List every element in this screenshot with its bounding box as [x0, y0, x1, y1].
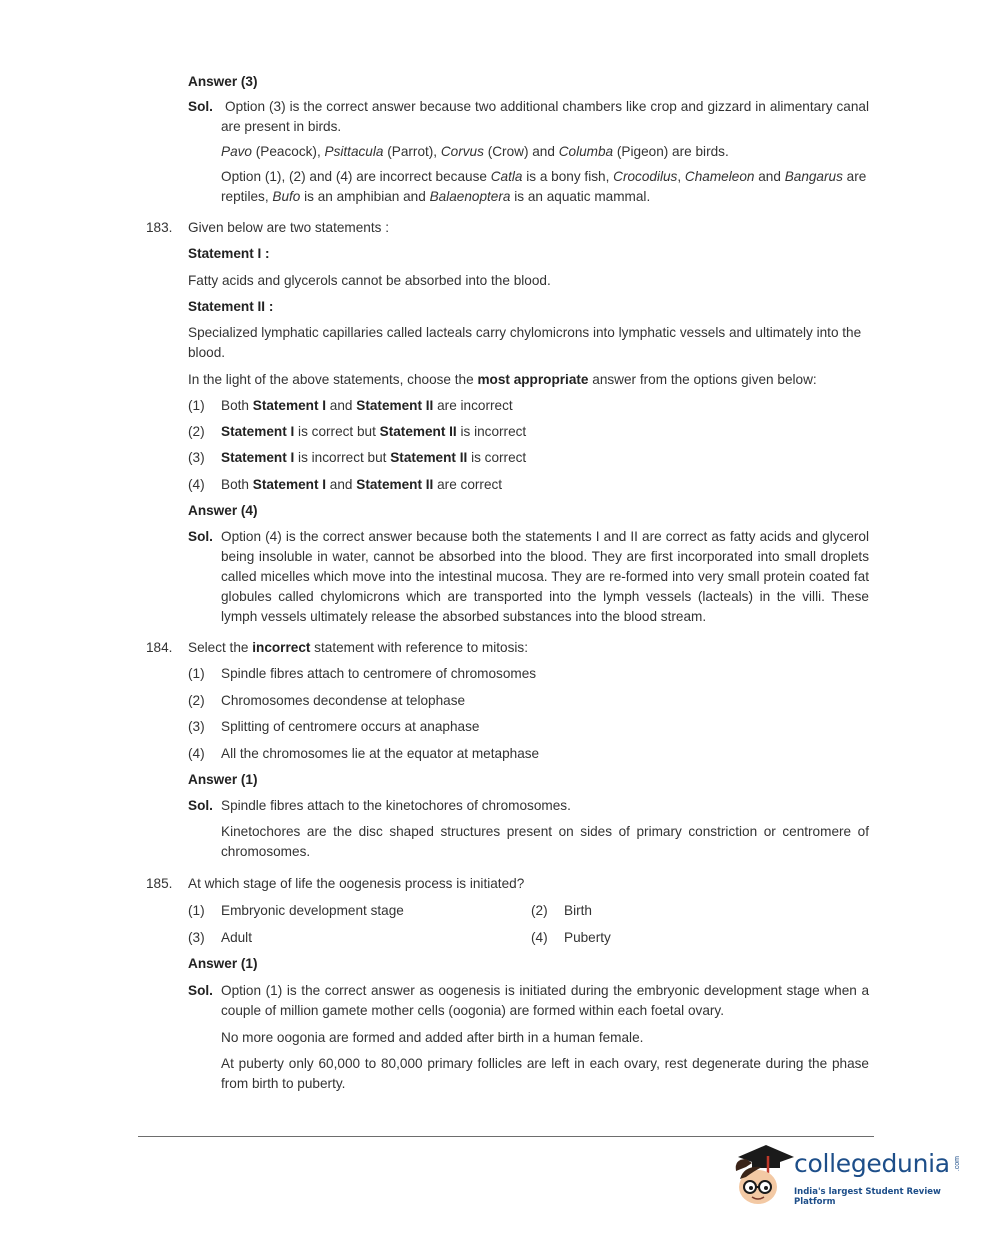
- q184-option-4: (4) All the chromosomes lie at the equator at metaphase: [188, 746, 540, 761]
- q183-option-4: (4) Both Statement I and Statement II are correct: [188, 477, 503, 492]
- q182-sol-label: Sol.: [188, 99, 213, 114]
- q185-sol-p3: At puberty only 60,000 to 80,000 primary follicles are left in each ovary, rest degenerate during the phase from birth to puberty.: [221, 1056, 869, 1091]
- q185-sol-p2: No more oogonia are formed and added after birth in a human female.: [221, 1030, 644, 1045]
- q183-statement2-label: Statement II :: [188, 299, 274, 314]
- q183-number: 183.: [146, 220, 173, 235]
- q185-option-3: (3) Adult: [188, 930, 252, 945]
- q185-number: 185.: [146, 876, 173, 891]
- q184-sol-label: Sol.: [188, 798, 213, 813]
- q183-option-3: (3) Statement I is incorrect but Statement II is correct: [188, 450, 527, 465]
- q182-sol-p2: Pavo (Peacock), Psittacula (Parrot), Corvus (Crow) and Columba (Pigeon) are birds.: [221, 144, 729, 159]
- q184-sol-p2: Kinetochores are the disc shaped structures present on sides of primary constriction or centromere of chromosomes.: [221, 824, 869, 859]
- q183-sol-label: Sol.: [188, 529, 213, 544]
- q183-sol-text: Option (4) is the correct answer because both the statements I and II are correct as fatty acids and glycerol being insoluble in water, cannot be absorbed into the blood. They are first incorporated into small droplets called micelles which move into the intestinal mucosa. They are re-formed into very small protein coated fat globules called chylomicrons which are transported into the lymph vessels (lacteals) in the villi. These lymph vessels ultimately release the absorbed substances into the blood stream.: [221, 529, 869, 624]
- q185-stem: At which stage of life the oogenesis process is initiated?: [188, 876, 525, 891]
- q183-statement2-text: Specialized lymphatic capillaries called lacteals carry chylomicrons into lymphatic vessels and ultimately into the blood.: [188, 325, 862, 360]
- student-mascot-icon: [732, 1137, 794, 1215]
- q182-answer: Answer (3): [188, 74, 258, 89]
- q185-sol-p1: Option (1) is the correct answer as oogenesis is initiated during the embryonic development stage when a couple of million gamete mother cells (oogonia) are formed within each foetal ovary.: [221, 983, 869, 1018]
- q182-sol-p3: Option (1), (2) and (4) are incorrect because Catla is a bony fish, Crocodilus, Chameleon and Bangarus are reptiles, Bufo is an amphibian and Balaenoptera is an aquatic mammal.: [221, 169, 867, 204]
- collegedunia-logo[interactable]: [732, 1137, 962, 1217]
- brand-name: collegedunia: [794, 1149, 950, 1178]
- q183-statement1-text: Fatty acids and glycerols cannot be absorbed into the blood.: [188, 273, 551, 288]
- q183-option-1: (1) Both Statement I and Statement II are incorrect: [188, 398, 513, 413]
- q183-statement1-label: Statement I :: [188, 246, 270, 261]
- q184-sol-p1: Spindle fibres attach to the kinetochores of chromosomes.: [221, 798, 571, 813]
- q185-sol-label: Sol.: [188, 983, 213, 998]
- q184-option-2: (2) Chromosomes decondense at telophase: [188, 693, 466, 708]
- q182-sol-p1: Option (3) is the correct answer because two additional chambers like crop and gizzard in alimentary canal are present in birds.: [221, 99, 869, 134]
- brand-tagline: India's largest Student Review Platform: [794, 1187, 941, 1207]
- q185-option-4: (4) Puberty: [531, 930, 611, 945]
- q183-stem: Given below are two statements :: [188, 220, 389, 235]
- q184-option-1: (1) Spindle fibres attach to centromere of chromosomes: [188, 666, 537, 681]
- brand-suffix: .com: [954, 1156, 961, 1172]
- q184-option-3: (3) Splitting of centromere occurs at anaphase: [188, 719, 480, 734]
- q184-number: 184.: [146, 640, 173, 655]
- q183-answer: Answer (4): [188, 503, 258, 518]
- q185-option-2: (2) Birth: [531, 903, 592, 918]
- q183-option-2: (2) Statement I is correct but Statement II is incorrect: [188, 424, 527, 439]
- q185-option-1: (1) Embryonic development stage: [188, 903, 404, 918]
- q185-answer: Answer (1): [188, 956, 258, 971]
- q184-answer: Answer (1): [188, 772, 258, 787]
- q183-instruction: In the light of the above statements, choose the most appropriate answer from the options given below:: [188, 372, 817, 387]
- q184-stem: Select the incorrect statement with reference to mitosis:: [188, 640, 528, 655]
